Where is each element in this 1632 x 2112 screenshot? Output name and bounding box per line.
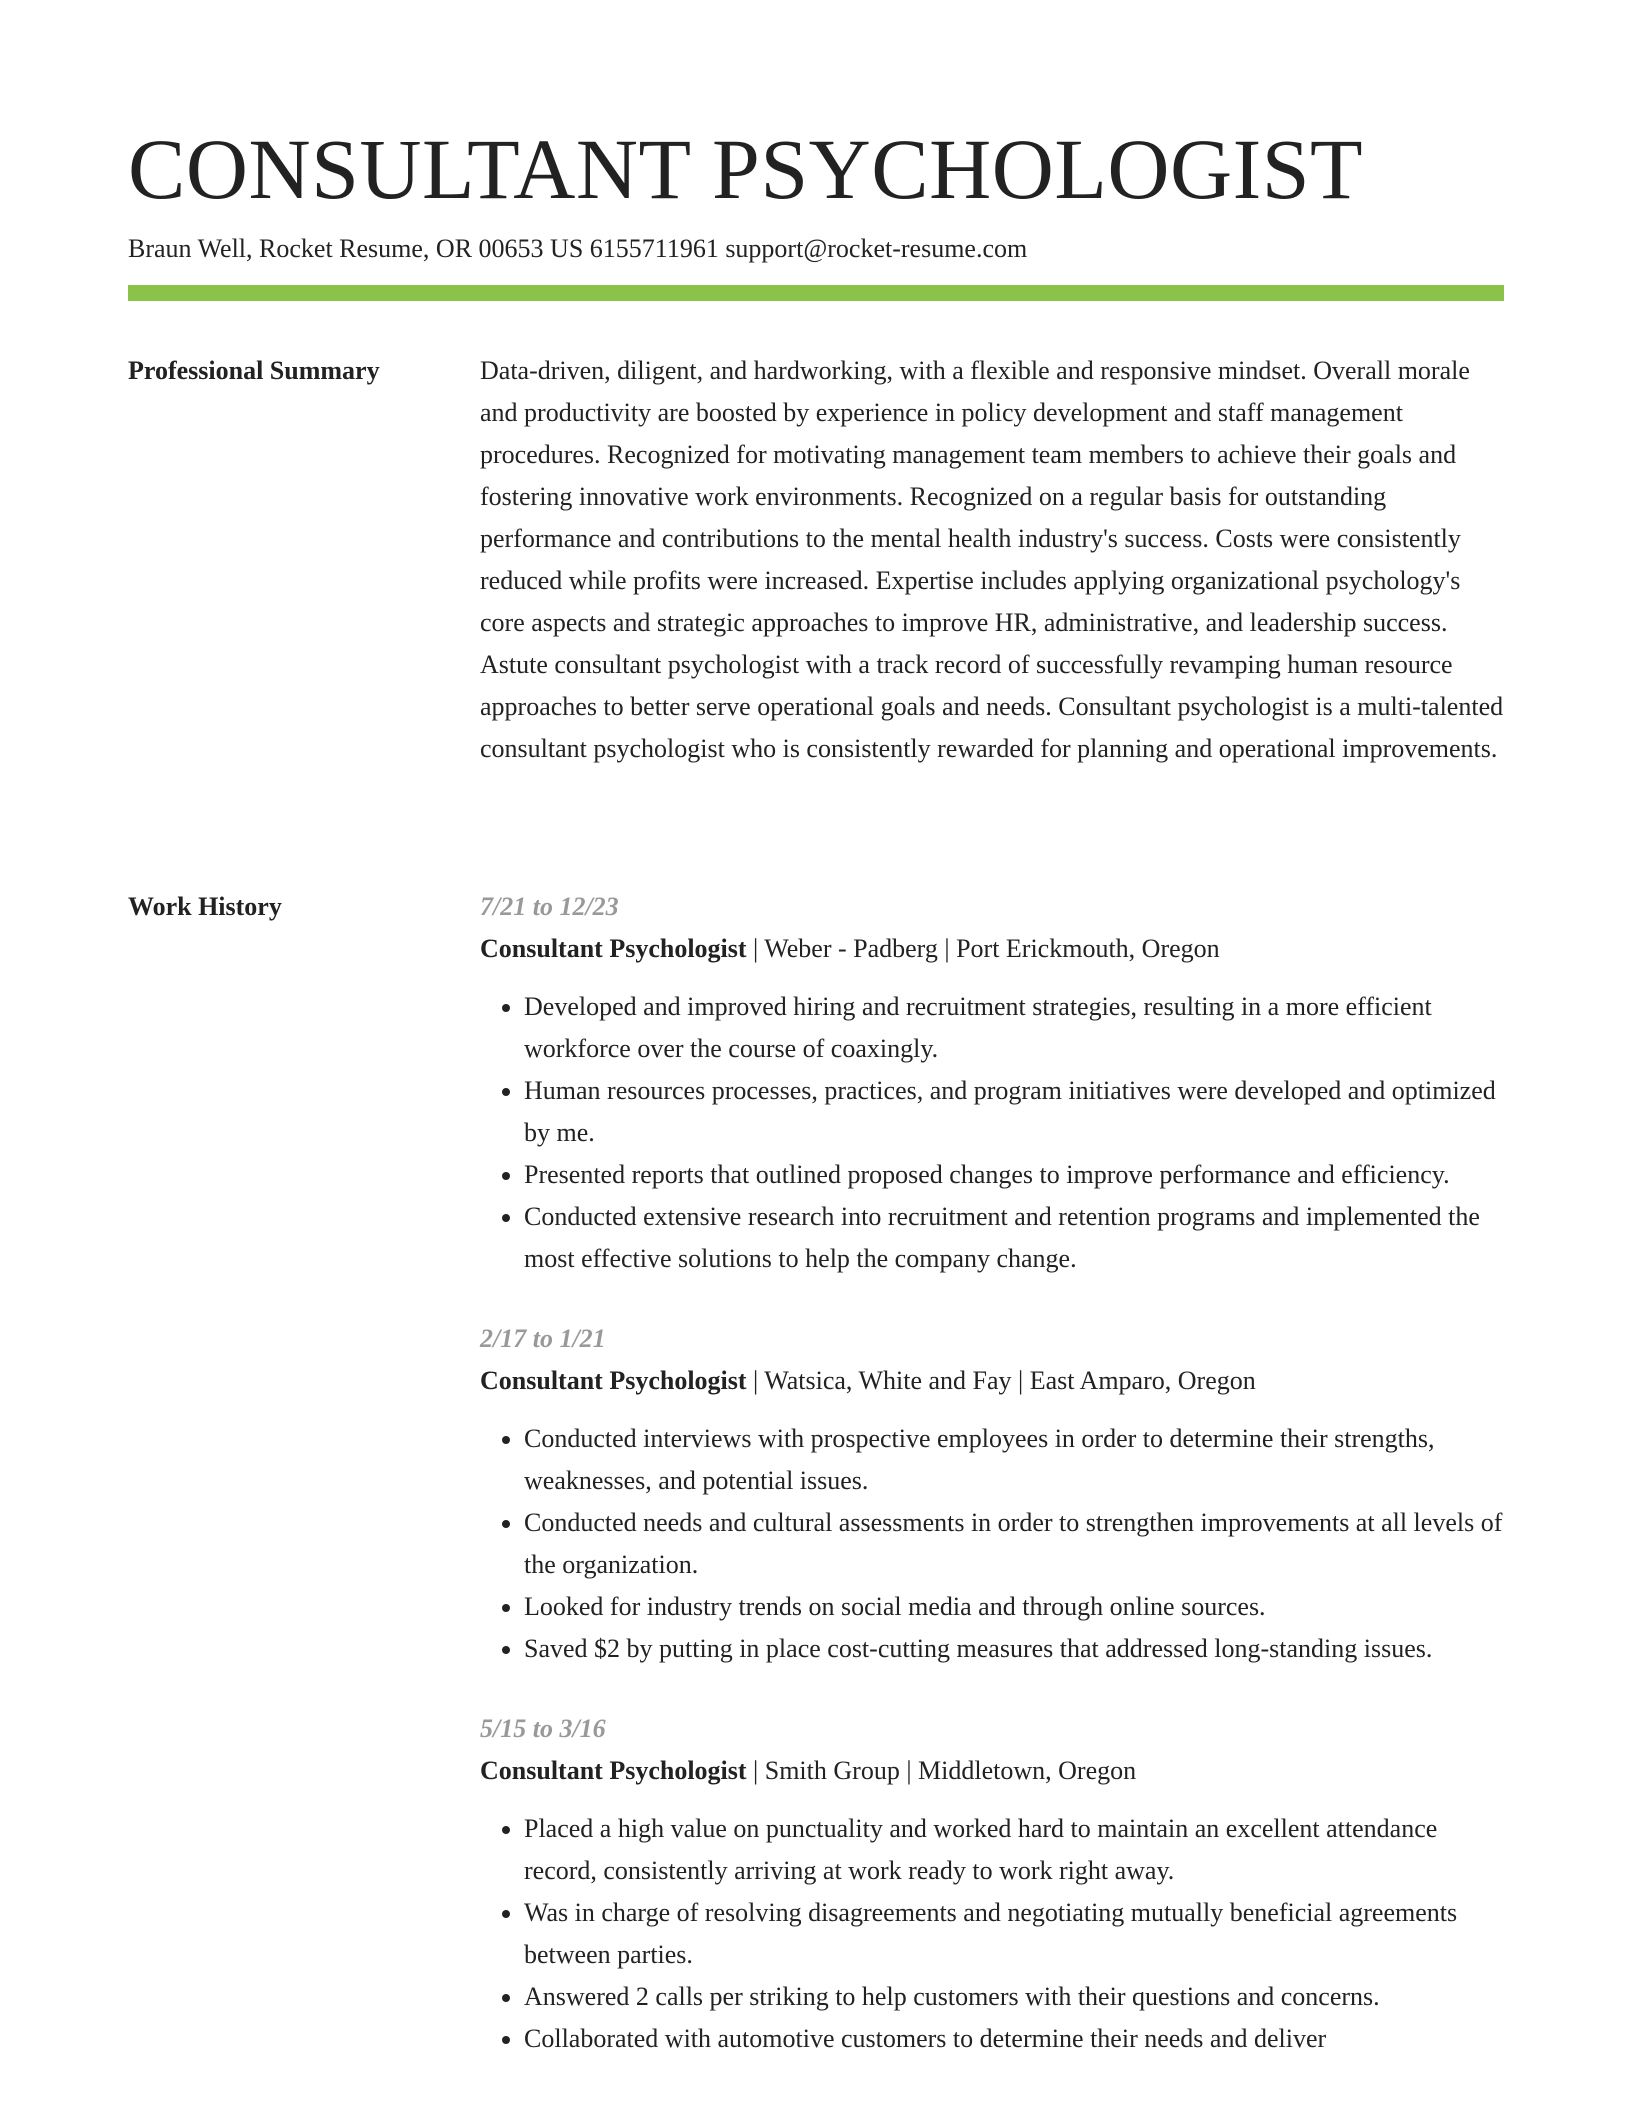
job-dates: 2/17 to 1/21 xyxy=(480,1324,606,1353)
job-details: | Smith Group | Middletown, Oregon xyxy=(746,1756,1137,1785)
job-entry xyxy=(480,886,1504,1280)
job-details: | Watsica, White and Fay | East Amparo, Oregon xyxy=(746,1366,1256,1395)
job-dates: 5/15 to 3/16 xyxy=(480,1714,606,1743)
job-bullets xyxy=(480,1418,1504,1670)
job-details: | Weber - Padberg | Port Erickmouth, Oregon xyxy=(746,934,1220,963)
job-bullets xyxy=(480,1808,1504,2060)
job-bullet: • Placed a high value on punctuality and worked hard to maintain an excellent attendance record, consistently arriving at work ready to work right away. xyxy=(524,1808,1504,1892)
job-title: Consultant Psychologist xyxy=(480,934,747,963)
job-bullet: • Developed and improved hiring and recruitment strategies, resulting in a more efficient workforce over the course of coaxingly. xyxy=(524,986,1504,1070)
job-bullet: • Answered 2 calls per striking to help customers with their questions and concerns. xyxy=(524,1976,1504,2018)
section-body xyxy=(480,886,1504,2098)
job-bullet: • Was in charge of resolving disagreements and negotiating mutually beneficial agreements between parties. xyxy=(524,1892,1504,1976)
section-label: Work History xyxy=(128,892,282,921)
job-bullet: • Conducted extensive research into recruitment and retention programs and implemented the most effective solutions to help the company change. xyxy=(524,1196,1504,1280)
contact-line: Braun Well, Rocket Resume, OR 00653 US 6155711961 support@rocket-resume.com xyxy=(128,234,1028,263)
job-dates: 7/21 to 12/23 xyxy=(480,892,619,921)
job-bullets xyxy=(480,986,1504,1280)
job-bullet: • Looked for industry trends on social media and through online sources. xyxy=(524,1586,1504,1628)
job-heading xyxy=(480,928,1504,970)
resume-name: CONSULTANT PSYCHOLOGIST xyxy=(128,121,1364,217)
job-heading xyxy=(480,1750,1504,1792)
section-body xyxy=(480,350,1504,770)
job-bullet: • Saved $2 by putting in place cost-cutting measures that addressed long-standing issues. xyxy=(524,1628,1504,1670)
job-bullet: • Human resources processes, practices, and program initiatives were developed and optimized by me. xyxy=(524,1070,1504,1154)
header-divider xyxy=(128,285,1504,301)
job-title: Consultant Psychologist xyxy=(480,1756,747,1785)
job-title: Consultant Psychologist xyxy=(480,1366,747,1395)
job-entry xyxy=(480,1708,1504,2060)
job-entry xyxy=(480,1318,1504,1670)
job-bullet: • Presented reports that outlined proposed changes to improve performance and efficiency. xyxy=(524,1154,1504,1196)
job-bullet: • Conducted needs and cultural assessments in order to strengthen improvements at all levels of the organization. xyxy=(524,1502,1504,1586)
job-bullet: • Collaborated with automotive customers to determine their needs and deliver xyxy=(524,2018,1504,2060)
job-bullet: • Conducted interviews with prospective employees in order to determine their strengths, weaknesses, and potential issues. xyxy=(524,1418,1504,1502)
job-heading xyxy=(480,1360,1504,1402)
section-label: Professional Summary xyxy=(128,356,380,385)
summary-text: Data-driven, diligent, and hardworking, with a flexible and responsive mindset. Overall morale and productivity are boosted by experience in policy development and staff management procedures. Recognized for motivating management team members to achieve their goals and fostering innovative work environments. Recognized on a regular basis for outstanding performance and contributions to the mental health industry's success. Costs were consistently reduced while profits were increased. Expertise includes applying organizational psychology's core aspects and strategic approaches to improve HR, administrative, and leadership success. Astute consultant psychologist with a track record of successfully revamping human resource approaches to better serve operational goals and needs. Consultant psychologist is a multi-talented consultant psychologist who is consistently rewarded for planning and operational improvements. xyxy=(480,356,1504,763)
